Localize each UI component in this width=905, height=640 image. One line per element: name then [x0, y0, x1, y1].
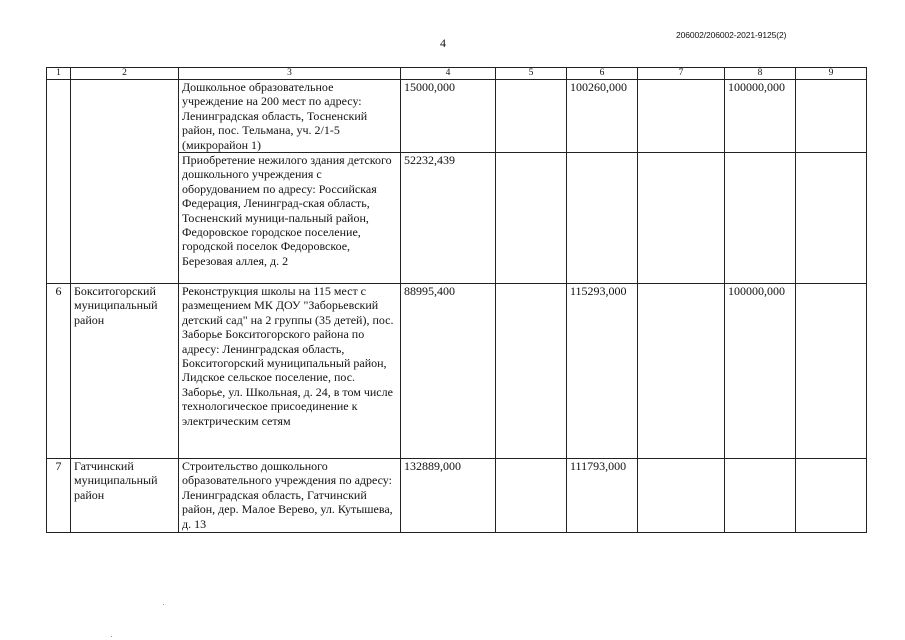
cell-col4: 88995,400	[401, 284, 496, 459]
cell-col6: 115293,000	[567, 284, 638, 459]
column-header: 7	[638, 68, 725, 80]
page-number: 4	[440, 36, 446, 50]
table-row	[47, 459, 867, 533]
table-row	[47, 153, 867, 284]
cell-col7	[638, 284, 725, 459]
cell-col8	[725, 153, 796, 284]
object-description: Дошкольное образовательное учреждение на 200 мест по адресу: Ленинградская область, Тосненский район, пос. Тельмана, уч. 2/1-5 (микрорайон 1)	[179, 80, 401, 153]
object-description: Реконструкция школы на 115 мест с размещением МК ДОУ "Заборьевский детский сад" на 2 группы (35 детей), пос. Заборье Бокситогорского района по адресу: Ленинградская область, Бокситогорский муниципальный район, Лидское сельское поселение, пос. Заборье, ул. Школьная, д. 24, в том числе технологическое присоединение к электрическим сетям	[179, 284, 401, 459]
column-header: 6	[567, 68, 638, 80]
district-cell	[71, 80, 179, 153]
column-header-row	[47, 68, 867, 80]
cell-col5	[496, 459, 567, 533]
cell-col6: 100260,000	[567, 80, 638, 153]
data-table	[46, 67, 867, 533]
cell-col7	[638, 153, 725, 284]
table-row	[47, 80, 867, 153]
district-cell: Гатчинский муниципальный район	[71, 459, 179, 533]
scan-speck	[163, 604, 164, 605]
column-header: 2	[71, 68, 179, 80]
object-description: Строительство дошкольного образовательного учреждения по адресу: Ленинградская область, Гатчинский район, дер. Малое Верево, ул. Кутышева, д. 13	[179, 459, 401, 533]
column-header: 3	[179, 68, 401, 80]
cell-col8: 100000,000	[725, 80, 796, 153]
cell-col9	[796, 153, 867, 284]
cell-col6	[567, 153, 638, 284]
cell-col8: 100000,000	[725, 284, 796, 459]
table-row	[47, 284, 867, 459]
scan-speck	[111, 636, 112, 637]
cell-col7	[638, 80, 725, 153]
cell-col9	[796, 284, 867, 459]
object-description: Приобретение нежилого здания детского дошкольного учреждения с оборудованием по адресу: Российская Федерация, Ленинград-ская область, Тосненский муници-пальный район, Федоровское городское поселение, городской поселок Федоровское, Березовая аллея, д. 2	[179, 153, 401, 284]
cell-col4: 15000,000	[401, 80, 496, 153]
cell-col4: 132889,000	[401, 459, 496, 533]
column-header: 8	[725, 68, 796, 80]
district-cell	[71, 153, 179, 284]
cell-col6: 111793,000	[567, 459, 638, 533]
row-number	[47, 80, 71, 153]
cell-col5	[496, 153, 567, 284]
cell-col5	[496, 80, 567, 153]
district-cell: Бокситогорский муниципальный район	[71, 284, 179, 459]
row-number: 7	[47, 459, 71, 533]
column-header: 4	[401, 68, 496, 80]
cell-col9	[796, 459, 867, 533]
document-id: 206002/206002-2021-9125(2)	[676, 30, 787, 40]
cell-col9	[796, 80, 867, 153]
column-header: 5	[496, 68, 567, 80]
cell-col4: 52232,439	[401, 153, 496, 284]
column-header: 9	[796, 68, 867, 80]
cell-col5	[496, 284, 567, 459]
row-number	[47, 153, 71, 284]
row-number: 6	[47, 284, 71, 459]
cell-col7	[638, 459, 725, 533]
column-header: 1	[47, 68, 71, 80]
cell-col8	[725, 459, 796, 533]
